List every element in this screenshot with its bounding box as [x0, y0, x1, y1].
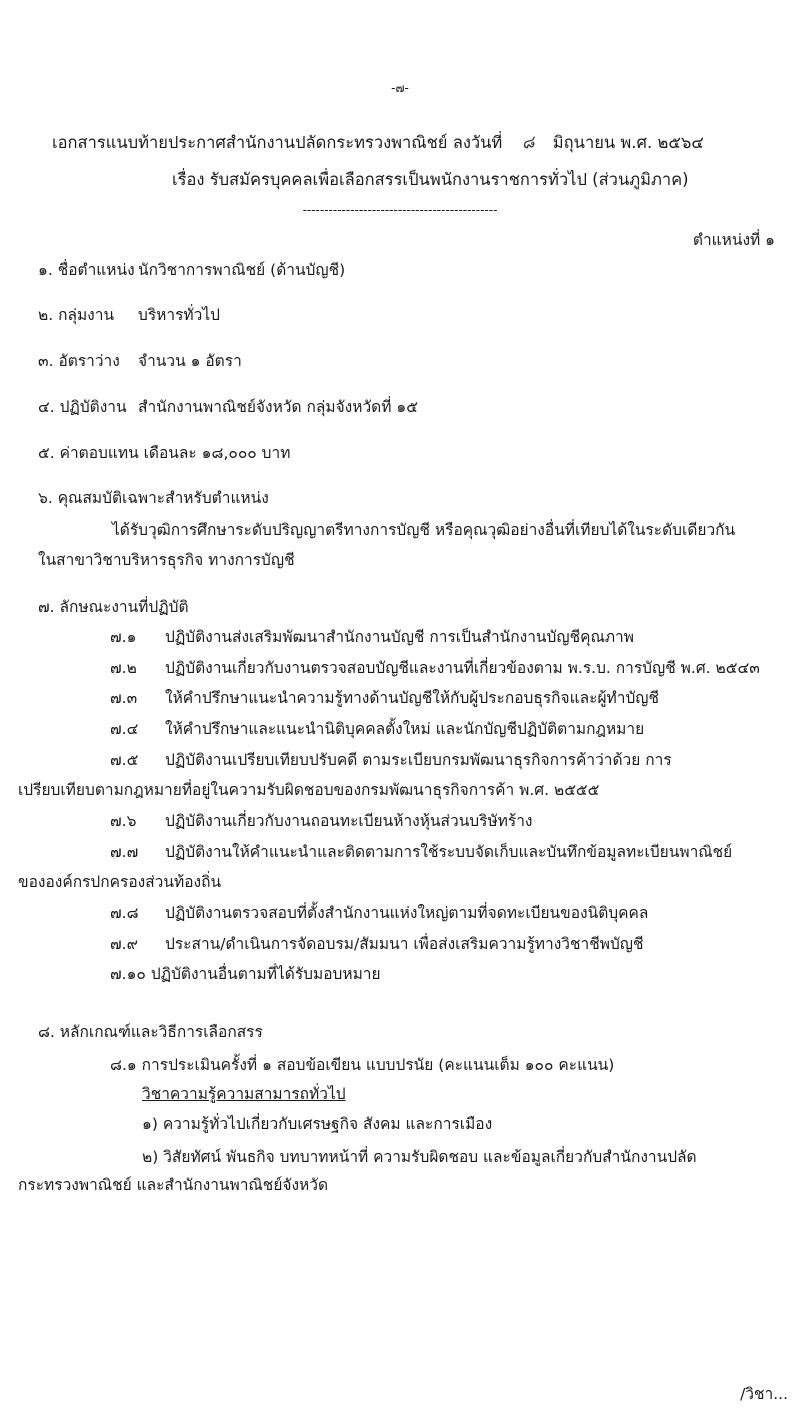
- item-value: เดือนละ ๑๘,๐๐๐ บาท: [143, 444, 291, 462]
- qualifications-line: ได้รับวุฒิการศึกษาระดับปริญญาตรีทางการบัญชี หรือคุณวุฒิอย่างอื่นที่เทียบได้ในระดับเดียวกัน: [112, 521, 736, 539]
- duty-text: ให้คำปรึกษาแนะนำความรู้ทางด้านบัญชีให้กับผู้ประกอบธุรกิจและผู้ทำบัญชี: [165, 689, 660, 707]
- duty-text: ปฏิบัติงานเกี่ยวกับงานตรวจสอบบัญชีและงานที่เกี่ยวข้องตาม พ.ร.บ. การบัญชี พ.ศ. ๒๕๔๓: [165, 659, 760, 677]
- duty-num: ๗.๒: [110, 659, 137, 677]
- duty-item: [110, 934, 644, 954]
- item-label: ๑. ชื่อตำแหน่ง: [38, 261, 135, 279]
- continued-marker: /วิชา...: [740, 1385, 788, 1403]
- duty-item: [110, 750, 672, 770]
- duty-item: [110, 688, 659, 708]
- duty-num: ๗.๑: [110, 628, 137, 646]
- duty-item: [110, 719, 644, 739]
- selection-subject: วิชาความรู้ความสามารถทั่วไป: [142, 1085, 346, 1103]
- duty-num: ๗.๓: [110, 689, 138, 707]
- item-value: จำนวน ๑ อัตรา: [138, 352, 242, 370]
- duty-text: ปฏิบัติงานเกี่ยวกับงานถอนทะเบียนห้างหุ้นส่วนบริษัทร้าง: [165, 812, 533, 830]
- header-prefix: เอกสารแนบท้ายประกาศสำนักงานปลัดกระทรวงพาณิชย์ ลงวันที่: [52, 133, 503, 152]
- header-line-2: เรื่อง รับสมัครบุคคลเพื่อเลือกสรรเป็นพนักงานราชการทั่วไป (ส่วนภูมิภาค): [172, 170, 689, 189]
- duty-text: ปฏิบัติงานเปรียบเทียบปรับคดี ตามระเบียบกรมพัฒนาธุรกิจการค้าว่าด้วย การ: [165, 751, 672, 769]
- header-divider: ---------------------------------------------: [302, 203, 498, 217]
- duty-continuation: ขององค์กรปกครองส่วนท้องถิ่น: [18, 873, 222, 891]
- item-workplace: [38, 397, 418, 417]
- selection-sub1: ๘.๑ การประเมินครั้งที่ ๑ สอบข้อเขียน แบบปรนัย (คะแนนเต็ม ๑๐๐ คะแนน): [110, 1056, 615, 1074]
- header-suffix: มิถุนายน พ.ศ. ๒๕๖๔: [552, 133, 704, 152]
- duty-num: ๗.๑๐: [110, 965, 146, 983]
- qualifications-line: ในสาขาวิชาบริหารธุรกิจ ทางการบัญชี: [38, 551, 295, 569]
- duty-item: [110, 842, 732, 862]
- duty-text: ให้คำปรึกษาและแนะนำนิติบุคคลตั้งใหม่ และนักบัญชีปฏิบัติตามกฎหมาย: [165, 720, 645, 738]
- duty-text: ปฏิบัติงานส่งเสริมพัฒนาสำนักงานบัญชี การเป็นสำนักงานบัญชีคุณภาพ: [165, 628, 634, 646]
- item-value: บริหารทั่วไป: [138, 306, 220, 324]
- duty-text: ประสาน/ดำเนินการจัดอบรม/สัมมนา เพื่อส่งเสริมความรู้ทางวิชาชีพบัญชี: [165, 935, 644, 953]
- duty-item: [110, 627, 634, 647]
- duty-num: ๗.๘: [110, 904, 139, 922]
- page-number: -๗-: [391, 81, 409, 95]
- duty-item: [110, 964, 381, 984]
- item-group: [38, 305, 220, 325]
- item-label: ๒. กลุ่มงาน: [38, 306, 115, 324]
- item-title: [38, 260, 345, 280]
- duty-num: ๗.๙: [110, 935, 138, 953]
- selection-point-continuation: กระทรวงพาณิชย์ และสำนักงานพาณิชย์จังหวัด: [18, 1176, 329, 1194]
- duty-text: ปฏิบัติงานตรวจสอบที่ตั้งสำนักงานแห่งใหญ่ตามที่จดทะเบียนของนิติบุคคล: [165, 904, 649, 922]
- duty-item: [110, 658, 760, 678]
- item-label: ๕. ค่าตอบแทน: [38, 444, 139, 462]
- selection-point: ๑) ความรู้ทั่วไปเกี่ยวกับเศรษฐกิจ สังคม และการเมือง: [142, 1115, 493, 1133]
- item-value: สำนักงานพาณิชย์จังหวัด กลุ่มจังหวัดที่ ๑๕: [138, 398, 418, 416]
- duty-num: ๗.๔: [110, 720, 139, 738]
- position-number: ตำแหน่งที่ ๑: [692, 231, 775, 249]
- duty-text: ปฏิบัติงานให้คำแนะนำและติดตามการใช้ระบบจัดเก็บและบันทึกข้อมูลทะเบียนพาณิชย์: [165, 843, 733, 861]
- duty-text: ปฏิบัติงานอื่นตามที่ได้รับมอบหมาย: [150, 965, 381, 983]
- duty-item: [110, 811, 532, 831]
- duties-heading: ๗. ลักษณะงานที่ปฏิบัติ: [38, 598, 189, 616]
- item-value: นักวิชาการพาณิชย์ (ด้านบัญชี): [138, 261, 346, 279]
- handwritten-day: ๘: [519, 132, 536, 153]
- duty-item: [110, 903, 648, 923]
- duty-continuation: เปรียบเทียบตามกฎหมายที่อยู่ในความรับผิดชอบของกรมพัฒนาธุรกิจการค้า พ.ศ. ๒๕๕๕: [18, 781, 600, 799]
- selection-heading: ๘. หลักเกณฑ์และวิธีการเลือกสรร: [38, 1023, 263, 1041]
- item-salary: [38, 443, 290, 463]
- item-label: ๓. อัตราว่าง: [38, 352, 120, 370]
- qualifications-heading: ๖. คุณสมบัติเฉพาะสำหรับตำแหน่ง: [38, 489, 269, 507]
- selection-point: ๒) วิสัยทัศน์ พันธกิจ บทบาทหน้าที่ ความรับผิดชอบ และข้อมูลเกี่ยวกับสำนักงานปลัด: [142, 1148, 697, 1166]
- item-vacancy: [38, 351, 242, 371]
- duty-num: ๗.๖: [110, 812, 137, 830]
- item-label: ๔. ปฏิบัติงาน: [38, 398, 127, 416]
- duty-num: ๗.๗: [110, 843, 139, 861]
- header-line-1: [52, 133, 704, 153]
- duty-num: ๗.๕: [110, 751, 139, 769]
